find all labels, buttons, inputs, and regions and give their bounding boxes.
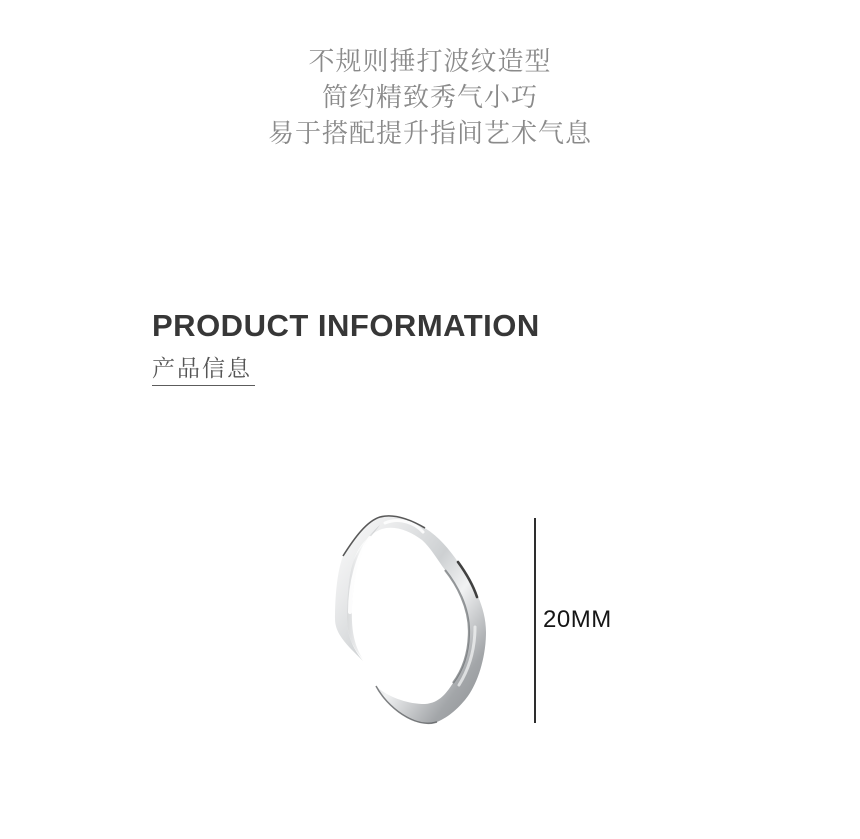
intro-text-block	[0, 43, 860, 151]
ring-image	[325, 507, 500, 732]
intro-line-3: 易于搭配提升指间艺术气息	[267, 118, 592, 148]
ring-band	[335, 516, 486, 723]
section-title-english: PRODUCT INFORMATION	[152, 308, 540, 343]
dimension-line	[534, 518, 536, 723]
section-title-chinese: 产品信息	[152, 355, 255, 386]
intro-line-1: 不规则捶打波纹造型	[308, 46, 552, 76]
product-photo-open-ring	[325, 507, 500, 732]
intro-line-2: 简约精致秀气小巧	[321, 82, 538, 112]
dimension-label: 20MM	[543, 606, 612, 633]
